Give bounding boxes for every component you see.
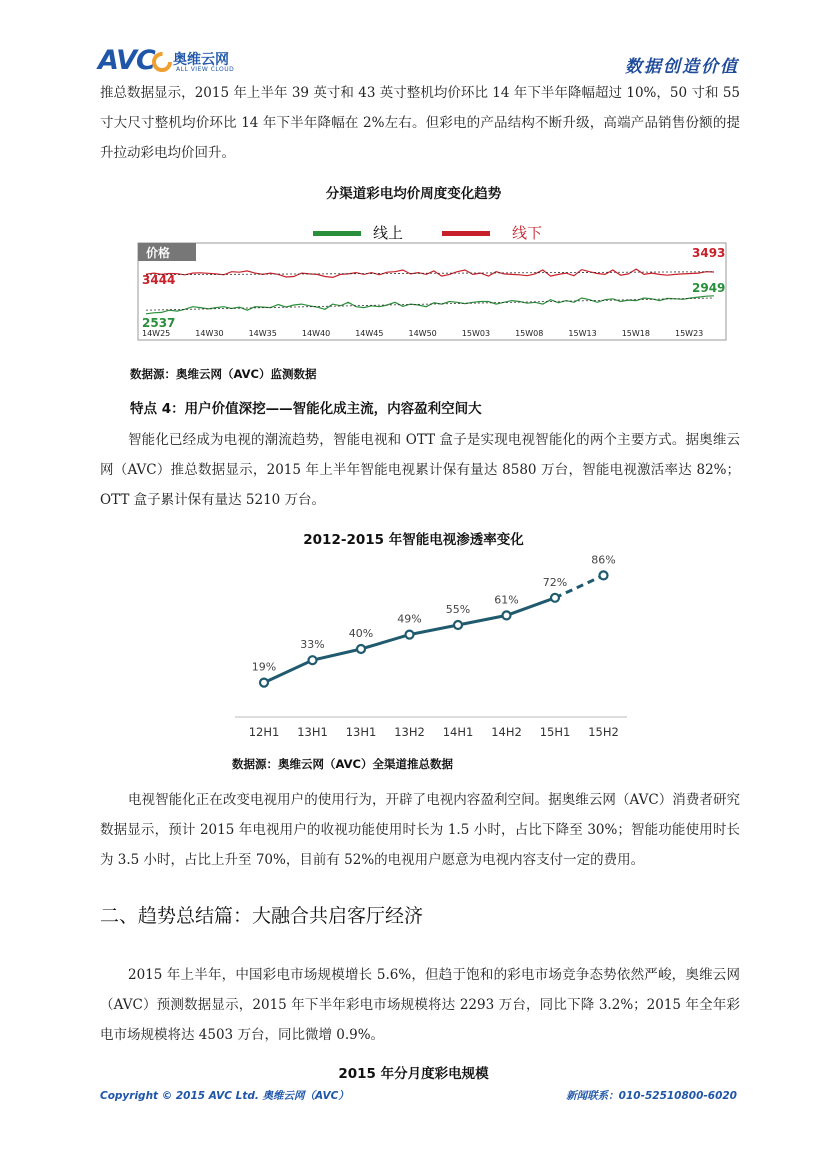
legend-online-swatch [313, 231, 361, 236]
logo-avc: AVC [98, 45, 155, 76]
data-label: 72% [542, 575, 568, 589]
x-tick-label: 14W35 [248, 329, 277, 338]
logo-swoosh-icon [150, 50, 174, 78]
x-tick-label: 13H1 [345, 725, 377, 739]
data-point [260, 679, 268, 687]
legend-offline-label: 线下 [512, 224, 543, 242]
x-tick-label: 15H2 [588, 725, 619, 739]
chart2-title: 2012-2015 年智能电视渗透率变化 [303, 532, 524, 548]
data-label: 86% [591, 553, 616, 567]
plot-frame [138, 243, 726, 340]
footer-copyright: Copyright © 2015 AVC Ltd. 奥维云网（AVC） [100, 1090, 349, 1102]
paragraph-user-behavior: 电视智能化正在改变电视用户的使用行为，开辟了电视内容盈利空间。据奥维云网（AVC）消费者研究数据显示，预计 2015 年电视用户的收视功能使用时长为 1.5 小时，占比下降至 30%；智能功能使用时长为 3.5 小时，占比上升至 70%，目前有 52%的电视用户愿意为电视内容支付一定的费用。 [100, 792, 740, 868]
chart3-title: 2015 年分月度彩电规模 [338, 1066, 489, 1082]
data-label: 19% [251, 660, 277, 674]
legend-online-label: 线上 [373, 224, 404, 242]
ylabel: 价格 [146, 246, 171, 260]
data-point [406, 631, 414, 639]
x-tick-label: 14W45 [355, 329, 384, 338]
data-label: 49% [397, 612, 422, 626]
chart1-title: 分渠道彩电均价周度变化趋势 [325, 186, 502, 202]
data-point [600, 571, 608, 579]
x-tick-label: 15W23 [675, 329, 704, 338]
paragraph-smart-tv: 智能化已经成为电视的潮流趋势，智能电视和 OTT 盒子是实现电视智能化的两个主要方式。据奥维云网（AVC）推总数据显示，2015 年上半年智能电视累计保有量达 8580 万台，智能电视激活率达 82%；OTT 盒子累计保有量达 5210 万台。 [100, 432, 740, 508]
paragraph-price-trend: 推总数据显示，2015 年上半年 39 英寸和 43 英寸整机均价环比 14 年下半年降幅超过 10%，50 寸和 55 寸大尺寸整机均价环比 14 年下半年降幅在 2%左右。但彩电的产品结构不断升级，高端产品销售份额的提升拉动彩电均价回升。 [100, 85, 740, 161]
x-tick-label: 15W08 [515, 329, 544, 338]
x-tick-label: 14W25 [142, 329, 171, 338]
paragraph-market-scale: 2015 年上半年，中国彩电市场规模增长 5.6%，但趋于饱和的彩电市场竞争态势依然严峻，奥维云网（AVC）预测数据显示，2015 年下半年彩电市场规模将达 2293 万台，同比下降 3.2%；2015 年全年彩电市场规模将达 4503 万台，同比微增 0.9%。 [100, 967, 740, 1043]
data-point [503, 611, 511, 619]
x-tick-label: 15W03 [461, 329, 491, 338]
x-tick-label: 13H1 [297, 725, 328, 739]
legend-offline-swatch [442, 231, 490, 236]
online-end-label: 2949 [692, 280, 726, 295]
logo-cn: 奥维云网 [173, 52, 229, 68]
data-label: 61% [494, 593, 519, 607]
data-label: 40% [348, 627, 374, 640]
section-heading: 二、趋势总结篇：大融合共启客厅经济 [100, 905, 424, 927]
weekly-price-chart [130, 210, 730, 345]
x-tick-label: 15W13 [568, 329, 597, 338]
source-note-1: 数据源：奥维云网（AVC）监测数据 [130, 367, 317, 381]
data-label: 33% [300, 638, 325, 652]
slogan: 数据创造价值 [625, 57, 739, 77]
x-tick-label: 15W18 [621, 329, 650, 338]
x-tick-label: 14W50 [408, 329, 437, 338]
offline-start-label: 3444 [142, 273, 176, 288]
logo-en: ALL VIEW CLOUD [176, 66, 235, 73]
footer-contact: 新闻联系：010-52510800-6020 [566, 1090, 737, 1102]
penetration-chart [235, 553, 635, 743]
x-tick-label: 14W40 [301, 329, 331, 338]
data-point [309, 656, 317, 664]
x-tick-label: 13H2 [394, 725, 425, 739]
x-tick-label: 15H1 [539, 725, 571, 739]
x-tick-label: 14H2 [491, 725, 522, 739]
data-point [357, 645, 365, 653]
online-start-label: 2537 [142, 315, 176, 330]
data-label: 55% [445, 603, 471, 616]
x-tick-label: 14H1 [442, 725, 474, 739]
source-note-2: 数据源：奥维云网（AVC）全渠道推总数据 [232, 757, 453, 771]
x-tick-label: 12H1 [248, 725, 280, 739]
x-tick-label: 14W30 [195, 329, 224, 338]
data-point [551, 594, 559, 602]
feature4-heading: 特点 4：用户价值深挖——智能化成主流，内容盈利空间大 [130, 401, 482, 417]
offline-end-label: 3493 [692, 246, 726, 261]
data-point [454, 621, 462, 629]
